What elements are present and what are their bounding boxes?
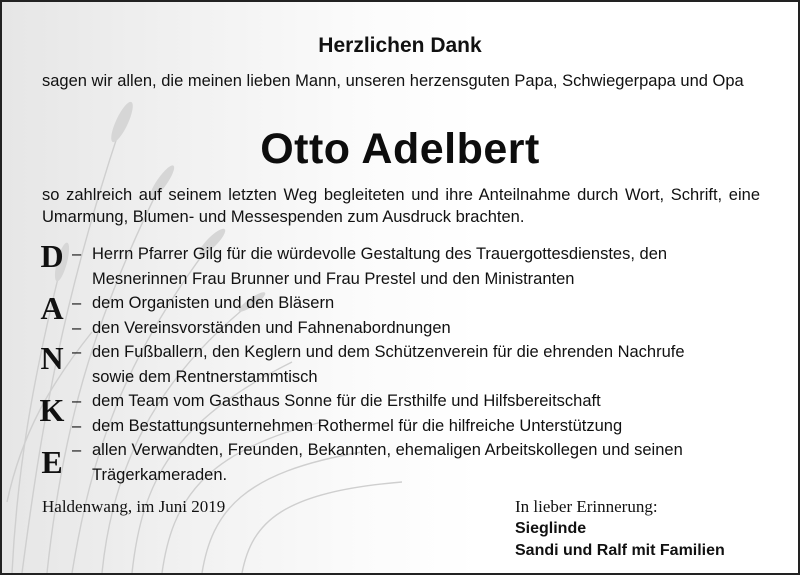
place-date: Haldenwang, im Juni 2019	[42, 497, 226, 516]
list-item-text: den Vereinsvorständen und Fahnenabordnungen	[92, 318, 451, 337]
list-item	[72, 340, 722, 389]
deceased-name: Otto Adelbert	[260, 125, 540, 173]
dash: –	[72, 441, 82, 459]
list-item-text: den Fußballern, den Keglern und dem Schützenverein für die ehrenden Nachrufe sowie dem Rentnerstammtisch	[92, 343, 685, 386]
list-item	[72, 291, 722, 316]
dash: –	[72, 392, 82, 410]
list-item-text: Herrn Pfarrer Gilg für die würdevolle Gestaltung des Trauergottesdienstes, den Mesnerinnen Frau Brunner und Frau Prestel und den Ministranten	[92, 245, 668, 288]
memory-intro: In lieber Erinnerung:	[515, 497, 658, 516]
danke-letter: K	[39, 392, 65, 428]
signer-name: Sandi und Ralf mit Familien	[515, 542, 725, 559]
dash: –	[72, 294, 82, 312]
list-item	[72, 414, 722, 439]
signature-block	[515, 496, 725, 562]
thanks-list	[72, 242, 722, 487]
list-item-text: allen Verwandten, Freunden, Bekannten, ehemaligen Arbeitskollegen und seinen Trägerkameraden.	[92, 441, 683, 484]
dash: –	[72, 416, 82, 435]
list-item	[72, 389, 722, 414]
thanks-text: so zahlreich auf seinem letzten Weg begleiteten und ihre Anteilnahme durch Wort, Schrift, eine Umarmung, Blumen- und Messespenden zum Ausdruck brachten.	[42, 186, 760, 226]
dash: –	[72, 343, 82, 361]
danke-letter: D	[40, 238, 64, 274]
list-item	[72, 242, 722, 291]
danke-letter: N	[40, 340, 64, 376]
list-item	[72, 438, 722, 487]
danke-letter: E	[41, 444, 63, 480]
heading: Herzlichen Dank	[318, 34, 482, 57]
signer-name: Sieglinde	[515, 520, 587, 537]
list-item-text: dem Bestattungsunternehmen Rothermel für die hilfreiche Unterstützung	[92, 416, 623, 435]
dash: –	[72, 318, 82, 337]
list-item-text: dem Team vom Gasthaus Sonne für die Ersthilfe und Hilfsbereitschaft	[92, 392, 601, 410]
list-item-text: dem Organisten und den Bläsern	[92, 294, 335, 312]
danke-letter: A	[40, 290, 64, 326]
dash: –	[72, 245, 82, 263]
intro-text: sagen wir allen, die meinen lieben Mann, unseren herzensguten Papa, Schwiegerpapa und Opa	[42, 72, 744, 90]
list-item	[72, 316, 722, 341]
